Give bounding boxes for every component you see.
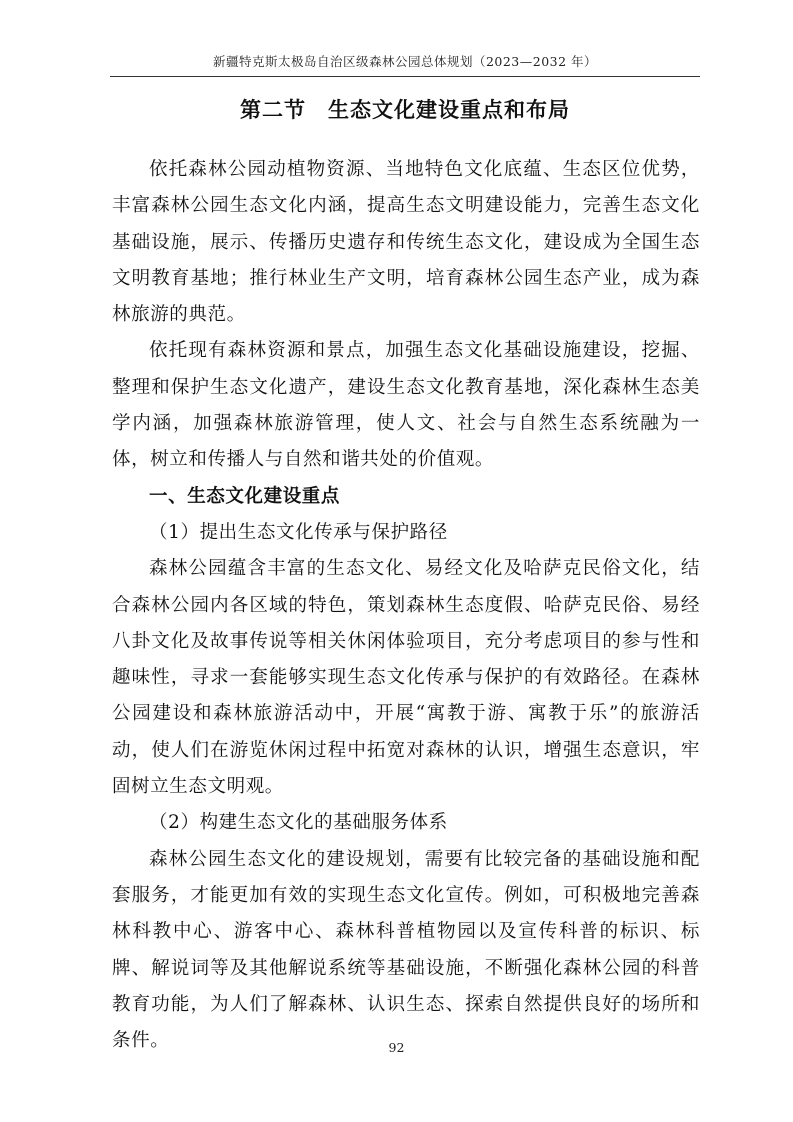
page-number: 92 bbox=[388, 1040, 405, 1055]
header-rule bbox=[110, 76, 700, 77]
body-content bbox=[112, 152, 700, 1059]
section-title: 第二节 生态文化建设重点和布局 bbox=[240, 97, 570, 122]
subheading-service-system: （2）构建生态文化的基础服务体系 bbox=[149, 812, 448, 834]
paragraph-inheritance-path: 森林公园蕴含丰富的生态文化、易经文化及哈萨克民俗文化，结合森林公园内各区域的特色，策划森林生态度假、哈萨克民俗、易经八卦文化及故事传说等相关休闲体验项目，充分考虑项目的参与性和趣味性，寻求一套能够实现生态文化传承与保护的有效路径。在森林公园建设和森林旅游活动中，开展“寓教于游、寓教于乐”的旅游活动，使人们在游览休闲过程中拓宽对森林的认识，增强生态意识，牢固树立生态文明观。 bbox=[112, 558, 700, 798]
heading-construction-focus: 一、生态文化建设重点 bbox=[149, 485, 341, 507]
running-header: 新疆特克斯太极岛自治区级森林公园总体规划（2023—2032 年） bbox=[212, 54, 598, 69]
subheading-inheritance-path: （1）提出生态文化传承与保护路径 bbox=[149, 521, 448, 543]
paragraph-resources: 依托现有森林资源和景点，加强生态文化基础设施建设，挖掘、整理和保护生态文化遗产，建设生态文化教育基地，深化森林生态美学内涵，加强森林旅游管理，使人文、社会与自然生态系统融为一体，树立和传播人与自然和谐共处的价值观。 bbox=[112, 340, 700, 471]
paragraph-intro: 依托森林公园动植物资源、当地特色文化底蕴、生态区位优势，丰富森林公园生态文化内涵，提高生态文明建设能力，完善生态文化基础设施，展示、传播历史遗存和传统生态文化，建设成为全国生态文明教育基地；推行林业生产文明，培育森林公园生态产业，成为森林旅游的典范。 bbox=[112, 159, 700, 326]
paragraph-service-system: 森林公园生态文化的建设规划，需要有比较完备的基础设施和配套服务，才能更加有效的实现生态文化宣传。例如，可积极地完善森林科教中心、游客中心、森林科普植物园以及宣传科普的标识、标牌、解说词等及其他解说系统等基础设施，不断强化森林公园的科普教育功能，为人们了解森林、认识生态、探索自然提供良好的场所和条件。 bbox=[112, 848, 700, 1052]
